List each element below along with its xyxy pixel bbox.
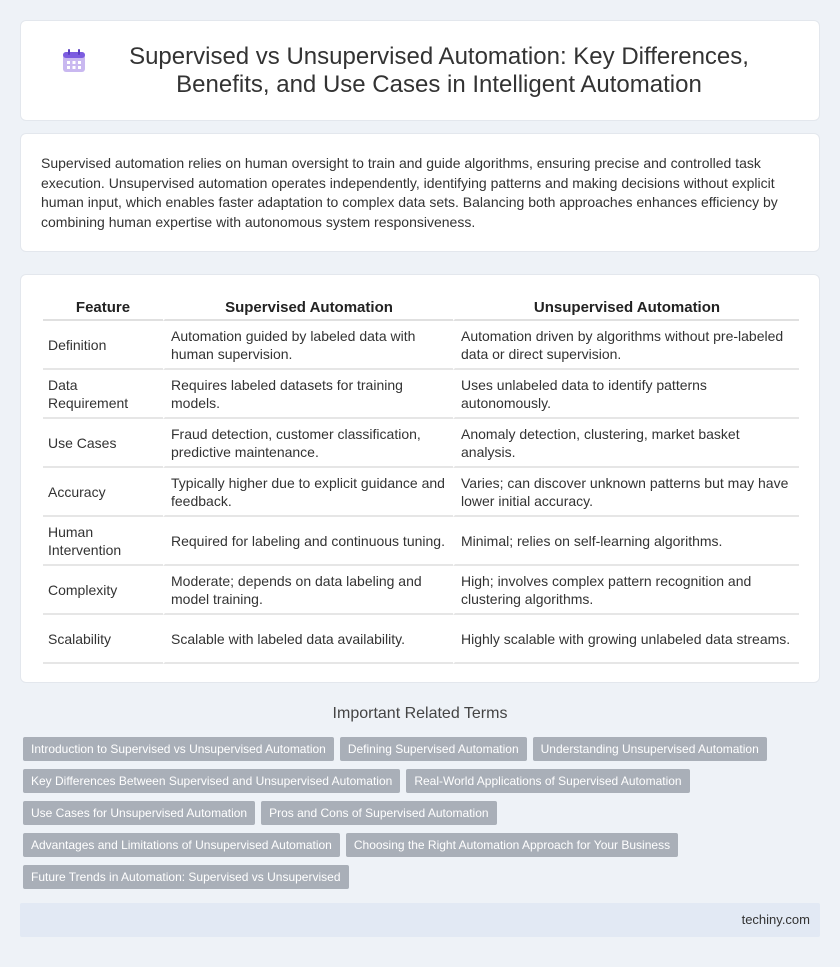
related-term-link[interactable]: Introduction to Supervised vs Unsupervised Automation [23, 737, 334, 761]
feature-cell: Human Intervention [43, 517, 163, 566]
related-term-link[interactable]: Use Cases for Unsupervised Automation [23, 801, 255, 825]
unsupervised-cell: High; involves complex pattern recognition and clustering algorithms. [453, 566, 799, 615]
table-row [43, 321, 799, 370]
table-row [43, 419, 799, 468]
calendar-icon [60, 47, 88, 75]
table-row [43, 468, 799, 517]
related-terms-title: Important Related Terms [332, 705, 508, 722]
column-header: Supervised Automation [163, 295, 453, 321]
feature-cell: Accuracy [43, 468, 163, 517]
page-title: Supervised vs Unsupervised Automation: Key Differences, Benefits, and Use Cases in Intelligent Automation [129, 42, 749, 98]
feature-cell: Data Requirement [43, 370, 163, 419]
table-row [43, 566, 799, 615]
table-row [43, 615, 799, 664]
related-term-link[interactable]: Key Differences Between Supervised and Unsupervised Automation [23, 769, 400, 793]
title-card [20, 20, 820, 121]
comparison-card [20, 274, 820, 683]
related-term-link[interactable]: Advantages and Limitations of Unsupervised Automation [23, 833, 340, 857]
feature-cell: Use Cases [43, 419, 163, 468]
unsupervised-cell: Automation driven by algorithms without pre-labeled data or direct supervision. [453, 321, 799, 370]
related-term-link[interactable]: Understanding Unsupervised Automation [533, 737, 767, 761]
related-term-link[interactable]: Choosing the Right Automation Approach for Your Business [346, 833, 678, 857]
unsupervised-cell: Highly scalable with growing unlabeled data streams. [453, 615, 799, 664]
supervised-cell: Scalable with labeled data availability. [163, 615, 453, 664]
column-header: Feature [43, 295, 163, 321]
footer [20, 903, 820, 937]
footer-site-link[interactable]: techiny.com [741, 912, 810, 927]
supervised-cell: Requires labeled datasets for training models. [163, 370, 453, 419]
related-term-link[interactable]: Future Trends in Automation: Supervised vs Unsupervised [23, 865, 349, 889]
intro-text: Supervised automation relies on human oversight to train and guide algorithms, ensuring precise and controlled task execution. Unsupervised automation operates independently, identifying patterns and making decisions without explicit human input, which enables faster adaptation to complex data sets. Balancing both approaches enhances efficiency by combining human expertise with autonomous system responsiveness. [41, 155, 778, 230]
supervised-cell: Automation guided by labeled data with human supervision. [163, 321, 453, 370]
feature-cell: Definition [43, 321, 163, 370]
table-header-row [43, 295, 799, 321]
table-row [43, 370, 799, 419]
unsupervised-cell: Minimal; relies on self-learning algorithms. [453, 517, 799, 566]
feature-cell: Scalability [43, 615, 163, 664]
related-term-link[interactable]: Pros and Cons of Supervised Automation [261, 801, 496, 825]
feature-cell: Complexity [43, 566, 163, 615]
unsupervised-cell: Anomaly detection, clustering, market basket analysis. [453, 419, 799, 468]
related-term-link[interactable]: Defining Supervised Automation [340, 737, 527, 761]
supervised-cell: Required for labeling and continuous tuning. [163, 517, 453, 566]
related-term-link[interactable]: Real-World Applications of Supervised Automation [406, 769, 689, 793]
comparison-table [43, 295, 799, 664]
intro-card [20, 133, 820, 252]
unsupervised-cell: Varies; can discover unknown patterns but may have lower initial accuracy. [453, 468, 799, 517]
supervised-cell: Moderate; depends on data labeling and model training. [163, 566, 453, 615]
unsupervised-cell: Uses unlabeled data to identify patterns autonomously. [453, 370, 799, 419]
table-row [43, 517, 799, 566]
supervised-cell: Typically higher due to explicit guidance and feedback. [163, 468, 453, 517]
column-header: Unsupervised Automation [453, 295, 799, 321]
related-terms-list [23, 737, 823, 897]
supervised-cell: Fraud detection, customer classification, predictive maintenance. [163, 419, 453, 468]
